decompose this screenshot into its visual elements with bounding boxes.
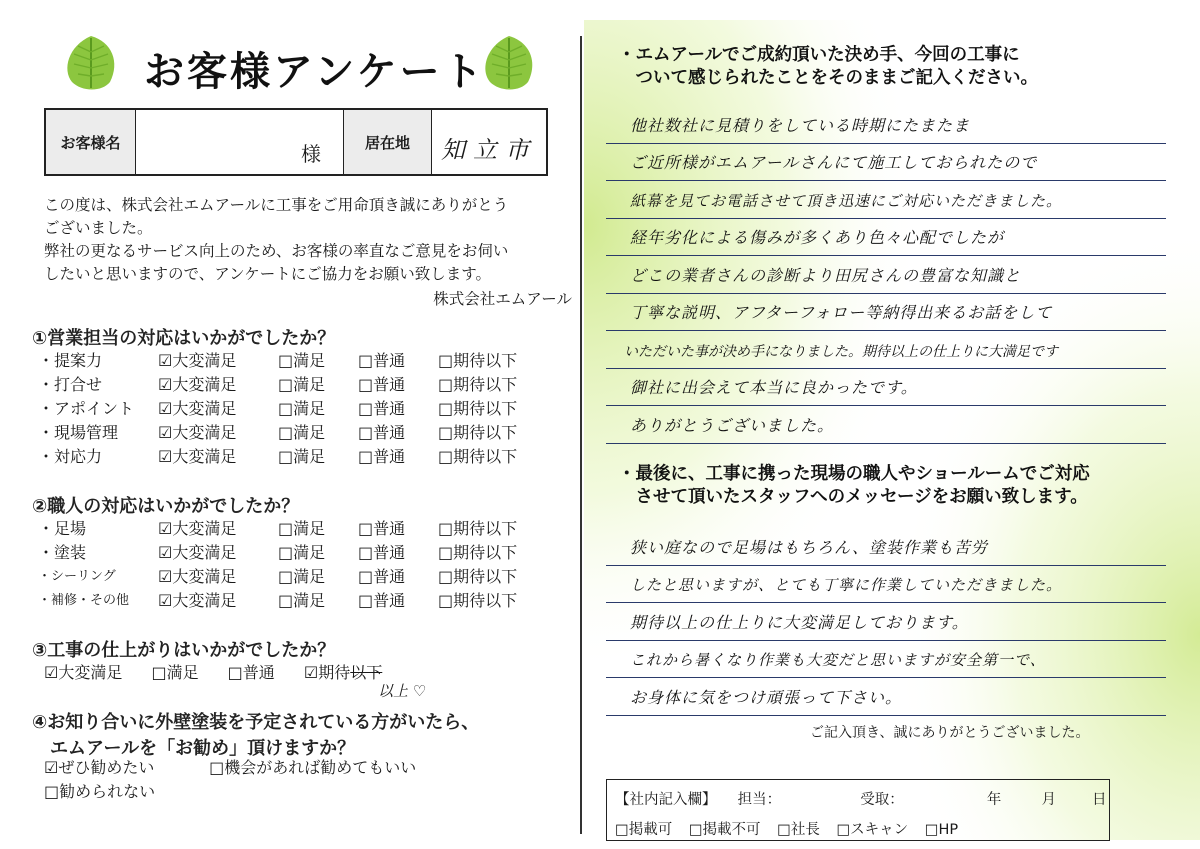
checkbox-option[interactable]: ☑大変満足	[44, 663, 123, 682]
answer-line	[606, 331, 1166, 369]
checkbox-option[interactable]: □満足	[278, 399, 326, 418]
handwritten-text: 経年劣化による傷みが多くあり色々心配でしたが	[630, 228, 1005, 247]
intro-text	[44, 194, 564, 286]
checkbox-option[interactable]: □普通	[358, 423, 406, 442]
option-text: ☑期待	[303, 663, 351, 682]
checkbox-option[interactable]: □期待以下	[438, 519, 518, 538]
checkbox-option[interactable]: □期待以下	[438, 423, 518, 442]
checkbox-option[interactable]: □普通	[358, 519, 406, 538]
q4-heading-line: ④お知り合いに外壁塗装を予定されている方がいたら、	[32, 712, 480, 733]
checkbox-option[interactable]: □期待以下	[438, 591, 518, 610]
checkbox-option[interactable]: □機会があれば勧めてもいい	[209, 758, 417, 777]
office-label: 【社内記入欄】	[615, 792, 717, 808]
q4-heading-line: エムアールを「お勧め」頂けますか？	[32, 738, 356, 759]
checkbox-option[interactable]: ☑大変満足	[158, 399, 237, 418]
q1-row	[38, 445, 548, 469]
checkbox-option[interactable]: □掲載不可	[688, 822, 761, 838]
q1-row	[38, 421, 548, 445]
page-title: お客様アンケート	[144, 49, 486, 95]
address-field[interactable]: 知立市	[441, 135, 537, 164]
q2-row	[38, 565, 548, 589]
answer-line	[606, 406, 1166, 444]
checkbox-option[interactable]: □普通	[358, 567, 406, 586]
q5-heading	[618, 44, 1038, 90]
row-label: ・シーリング	[38, 569, 116, 584]
intro-line: 弊社の更なるサービス向上のため、お客様の率直なご意見をお伺い	[44, 242, 509, 260]
handwritten-text: 丁寧な説明、アフターフォロー等納得出来るお話をして	[630, 303, 1053, 322]
checkbox-option[interactable]: □満足	[278, 591, 326, 610]
leaf-icon	[478, 32, 540, 94]
answer-line	[606, 294, 1166, 332]
customer-info-table	[44, 108, 548, 176]
answer-line	[606, 106, 1166, 144]
q1-row	[38, 397, 548, 421]
handwritten-text: ご近所様がエムアールさんにて施工しておられたので	[630, 153, 1038, 172]
name-label: お客様名	[46, 110, 136, 174]
checkbox-option[interactable]: ☑大変満足	[158, 351, 237, 370]
month-label: 月	[1041, 792, 1056, 808]
checkbox-option[interactable]: □掲載可	[615, 822, 673, 838]
heading-line: させて頂いたスタッフへのメッセージをお願い致します。	[618, 487, 1088, 507]
checkbox-option[interactable]: □期待以下	[438, 399, 518, 418]
checkbox-option[interactable]: ☑大変満足	[158, 519, 237, 538]
checkbox-option[interactable]: □期待以下	[438, 351, 518, 370]
q1-rows	[38, 349, 548, 469]
checkbox-option[interactable]: □満足	[278, 375, 326, 394]
heading-line: ・エムアールでご成約頂いた決め手、今回の工事に	[618, 45, 1020, 65]
row-label: ・現場管理	[38, 423, 119, 442]
q6-answer-lines	[606, 528, 1166, 716]
q5-answer-lines	[606, 106, 1166, 444]
checkbox-option[interactable]: □普通	[358, 375, 406, 394]
checkbox-option[interactable]: □満足	[151, 663, 199, 682]
checkbox-option[interactable]: □期待以下	[438, 543, 518, 562]
q2-row	[38, 589, 548, 613]
row-label: ・補修・その他	[38, 593, 130, 608]
checkbox-option[interactable]: □満足	[278, 351, 326, 370]
row-label: ・提案力	[38, 351, 103, 370]
closing-thanks: ご記入頂き、誠にありがとうございました。	[810, 725, 1090, 741]
q3-heading: ③工事の仕上がりはいかがでしたか？	[32, 640, 336, 661]
answer-line	[606, 641, 1166, 679]
checkbox-option[interactable]: □期待以下	[438, 375, 518, 394]
checkbox-option[interactable]: □普通	[358, 351, 406, 370]
company-name: 株式会社エムアール	[433, 290, 572, 308]
q2-row	[38, 541, 548, 565]
answer-line	[606, 181, 1166, 219]
q1-row	[38, 373, 548, 397]
received-label: 受取：	[860, 792, 904, 808]
checkbox-option[interactable]: □普通	[358, 591, 406, 610]
row-label: ・アポイント	[38, 399, 135, 418]
checkbox-option[interactable]: □満足	[278, 567, 326, 586]
checkbox-option[interactable]: □普通	[227, 663, 275, 682]
handwritten-text: ありがとうございました。	[630, 415, 835, 435]
checkbox-option[interactable]: □満足	[278, 447, 326, 466]
handwritten-text: 他社数社に見積りをしている時期にたまたま	[630, 115, 971, 135]
answer-line	[606, 369, 1166, 407]
day-label: 日	[1092, 792, 1107, 808]
checkbox-option[interactable]: ☑大変満足	[158, 447, 237, 466]
checkbox-option[interactable]: ☑大変満足	[158, 543, 237, 562]
handwritten-text: これから暑くなり作業も大変だと思いますが安全第一で、	[630, 651, 1046, 669]
internal-use-box	[606, 779, 1110, 841]
answer-line	[606, 603, 1166, 641]
row-label: ・打合せ	[38, 375, 103, 394]
struck-text: 以下	[350, 663, 383, 682]
row-label: ・足場	[38, 519, 87, 538]
handwritten-text: どこの業者さんの診断より田尻さんの豊富な知識と	[630, 265, 1022, 285]
answer-line	[606, 256, 1166, 294]
checkbox-option[interactable]: ☑大変満足	[158, 567, 237, 586]
intro-line: ございました。	[44, 219, 153, 237]
checkbox-option[interactable]: ☑ぜひ勧めたい	[44, 758, 155, 777]
answer-line	[606, 219, 1166, 257]
handwritten-text: いただいた事が決め手になりました。期待以上の仕上りに大満足です	[624, 343, 1058, 360]
handwritten-text: 期待以上の仕上りに大変満足しております。	[630, 612, 969, 632]
checkbox-option[interactable]: □満足	[278, 519, 326, 538]
q2-row	[38, 517, 548, 541]
handwritten-text: 狭い庭なので足場はもちろん、塗装作業も苦労	[630, 537, 988, 557]
column-divider	[580, 36, 582, 834]
leaf-icon	[60, 32, 122, 94]
q2-rows	[38, 517, 548, 613]
q4-row	[44, 756, 416, 780]
name-field[interactable]: 様	[136, 110, 344, 174]
q1-heading: ①営業担当の対応はいかがでしたか？	[32, 328, 336, 349]
q2-heading: ②職人の対応はいかがでしたか？	[32, 496, 300, 517]
checkbox-option[interactable]: □満足	[278, 423, 326, 442]
heading-line: ・最後に、工事に携った現場の職人やショールームでご対応	[618, 464, 1090, 484]
office-row-staff	[615, 788, 1107, 809]
intro-line: したいと思いますので、アンケートにご協力をお願い致します。	[44, 265, 492, 283]
answer-line	[606, 144, 1166, 182]
handwritten-text: 紙幕を見てお電話させて頂き迅速にご対応いただきました。	[630, 191, 1063, 210]
answer-line	[606, 528, 1166, 566]
checkbox-option[interactable]: □普通	[358, 543, 406, 562]
answer-line	[606, 678, 1166, 716]
q1-row	[38, 349, 548, 373]
checkbox-option[interactable]: □勧められない	[44, 782, 156, 801]
checkbox-option[interactable]: □満足	[278, 543, 326, 562]
checkbox-option[interactable]: □期待以下	[438, 447, 518, 466]
handwritten-text: お身体に気をつけ頑張って下さい。	[630, 687, 903, 707]
checkbox-option[interactable]	[304, 663, 382, 682]
checkbox-option[interactable]: □普通	[358, 399, 406, 418]
checkbox-option[interactable]: □期待以下	[438, 567, 518, 586]
q4-heading	[32, 708, 479, 760]
checkbox-option[interactable]: ☑大変満足	[158, 591, 237, 610]
office-row-checks	[615, 818, 970, 839]
checkbox-option[interactable]: □スキャン	[836, 822, 909, 838]
staff-label: 担当：	[737, 792, 782, 808]
title-area	[60, 28, 540, 108]
handwritten-correction: 以上 ♡	[378, 682, 427, 700]
answer-line	[606, 566, 1166, 604]
handwritten-text: 御社に出会えて本当に良かったです。	[630, 378, 918, 397]
checkbox-option[interactable]: ☑大変満足	[158, 423, 237, 442]
handwritten-text: したと思いますが、とても丁寧に作業していただきました。	[630, 576, 1063, 594]
q3-options	[44, 660, 382, 683]
heading-line: ついて感じられたことをそのままご記入ください。	[618, 68, 1038, 88]
q4-options	[44, 756, 416, 804]
intro-line: この度は、株式会社エムアールに工事をご用命頂き誠にありがとう	[44, 196, 509, 214]
row-label: ・対応力	[38, 447, 103, 466]
address-label: 居在地	[344, 110, 432, 174]
q6-heading	[618, 463, 1090, 509]
checkbox-option[interactable]: □HP	[924, 822, 959, 838]
year-label: 年	[986, 792, 1002, 808]
checkbox-option[interactable]: □社長	[777, 822, 820, 838]
checkbox-option[interactable]: ☑大変満足	[158, 375, 237, 394]
row-label: ・塗装	[38, 543, 87, 562]
checkbox-option[interactable]: □普通	[358, 447, 406, 466]
